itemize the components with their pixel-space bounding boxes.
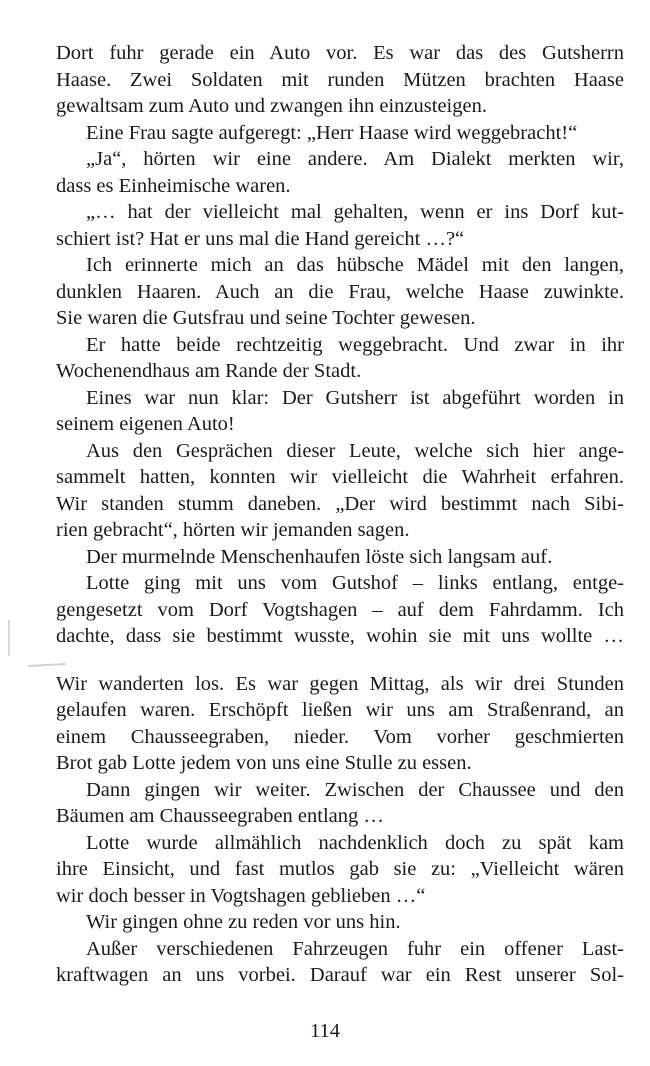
text-line: gengesetzt vom Dorf Vogtshagen – auf dem Fahrdamm. Ich bbox=[56, 598, 624, 621]
text-line: Dort fuhr gerade ein Auto vor. Es war das des Gutsherrn bbox=[56, 42, 624, 64]
text-line: Außer verschiedenen Fahrzeugen fuhr ein offener Last- bbox=[86, 937, 624, 960]
text-line: dass es Einheimische waren. bbox=[56, 174, 291, 197]
text-line: „… hat der vielleicht mal gehalten, wenn er ins Dorf kut- bbox=[86, 201, 624, 223]
text-line: Aus den Gesprächen dieser Leute, welche sich hier ange- bbox=[86, 439, 624, 462]
text-line: kraftwagen an uns vorbei. Darauf war ein Rest unserer Sol- bbox=[56, 964, 624, 986]
text-line: Der murmelnde Menschenhaufen löste sich langsam auf. bbox=[86, 545, 553, 568]
text-line: dunklen Haaren. Auch an die Frau, welche Haase zuwinkte. bbox=[56, 280, 624, 303]
text-line: Sie waren die Gutsfrau und seine Tochter gewesen. bbox=[56, 307, 476, 329]
text-line: Eines war nun klar: Der Gutsherr ist abgeführt worden in bbox=[86, 386, 624, 409]
text-line: Haase. Zwei Soldaten mit runden Mützen brachten Haase bbox=[56, 68, 624, 91]
page-number: 114 bbox=[310, 1020, 340, 1042]
text-line: sammelt hatten, konnten wir vielleicht die Wahrheit erfahren. bbox=[56, 466, 624, 488]
book-page-text bbox=[56, 40, 624, 989]
text-line: Wir standen stumm daneben. „Der wird bestimmt nach Sibi- bbox=[56, 492, 624, 515]
section-break bbox=[56, 650, 624, 671]
scan-margin-mark bbox=[8, 620, 10, 656]
text-line: wir doch besser in Vogtshagen geblieben …“ bbox=[56, 884, 426, 907]
text-line: Wochenendhaus am Rande der Stadt. bbox=[56, 360, 362, 382]
text-line: Er hatte beide rechtzeitig weggebracht. Und zwar in ihr bbox=[86, 333, 624, 356]
text-line: einem Chausseegraben, nieder. Vom vorher geschmierten bbox=[56, 725, 624, 748]
text-line: Wir gingen ohne zu reden vor uns hin. bbox=[86, 911, 401, 933]
text-line: Wir wanderten los. Es war gegen Mittag, als wir drei Stunden bbox=[56, 672, 624, 695]
text-line: Lotte ging mit uns vom Gutshof – links entlang, entge- bbox=[86, 572, 624, 594]
text-line: Eine Frau sagte aufgeregt: „Herr Haase wird weggebracht!“ bbox=[86, 121, 578, 144]
text-line: Bäumen am Chausseegraben entlang … bbox=[56, 805, 384, 827]
text-line: Ich erinnerte mich an das hübsche Mädel mit den langen, bbox=[86, 254, 624, 276]
text-line: „Ja“, hörten wir eine andere. Am Dialekt merkten wir, bbox=[86, 148, 624, 170]
text-line: Brot gab Lotte jedem von uns eine Stulle zu essen. bbox=[56, 752, 472, 774]
text-line: ihre Einsicht, und fast mutlos gab sie zu: „Vielleicht wären bbox=[56, 858, 624, 880]
text-line: gewaltsam zum Auto und zwangen ihn einzusteigen. bbox=[56, 95, 487, 117]
text-line: dachte, dass sie bestimmt wusste, wohin sie mit uns wollte … bbox=[56, 625, 624, 647]
text-line: Dann gingen wir weiter. Zwischen der Chaussee und den bbox=[86, 778, 624, 801]
text-line: seinem eigenen Auto! bbox=[56, 413, 235, 435]
text-line: Lotte wurde allmählich nachdenklich doch zu spät kam bbox=[86, 831, 624, 854]
text-line: gelaufen waren. Erschöpft ließen wir uns am Straßenrand, an bbox=[56, 699, 624, 721]
text-line: schiert ist? Hat er uns mal die Hand gereicht …?“ bbox=[56, 227, 465, 250]
text-line: rien gebracht“, hörten wir jemanden sagen. bbox=[56, 519, 410, 541]
